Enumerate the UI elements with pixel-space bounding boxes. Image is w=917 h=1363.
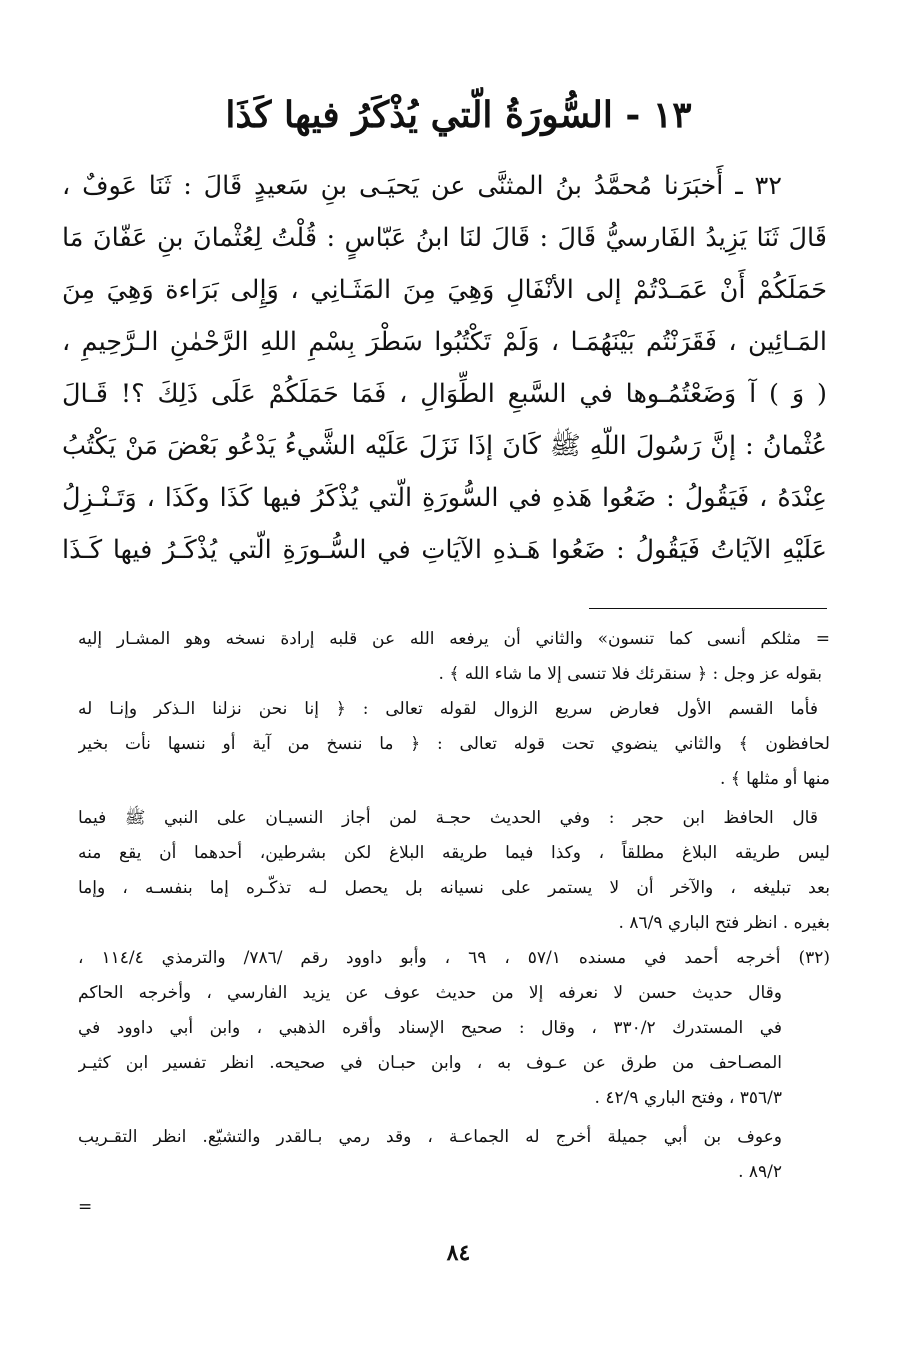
- hadith-text: [62, 160, 827, 576]
- footnote-line: قال الحافظ ابن حجر : وفي الحديث حجـة لمن أجاز النسيـان على النبي ﷺ فيما: [78, 808, 818, 828]
- footnote-line: وقال حديث حسن لا نعرفه إلا من حديث عوف عن يزيد الفارسي ، وأخرجه الحاكم: [78, 983, 782, 1003]
- footnote-separator: [589, 608, 827, 609]
- footnotes: [78, 622, 830, 1225]
- footnote-line: ٣٥٦/٣ ، وفتح الباري ٤٢/٩ .: [594, 1088, 782, 1108]
- footnote-line: ٨٩/٢ .: [738, 1162, 782, 1182]
- footnote-line: بغيره . انظر فتح الباري ٨٦/٩ .: [618, 913, 830, 933]
- text-line: عِنْدَهُ ، فَيَقُولُ : ضَعُوا هَذهِ في السُّورَةِ الّتي يُذْكَرُ فيها كَذَا وكَذَا ، وَتَـنْـزِلُ: [62, 483, 827, 513]
- continuation-marker: =: [78, 1197, 93, 1217]
- footnote-line: = مثلكم أنسى كما تنسون» والثاني أن يرفعه الله عن قلبه إرادة نسخه وهو المشـار إليه: [78, 629, 830, 649]
- page-number: ٨٤: [446, 1240, 471, 1266]
- text-line: ( وَ ) آ وَضَعْتُمُـوها في السَّبعِ الطِّوَالِ ، فَمَا حَمَلَكُمْ عَلَى ذَلِكَ ؟! قَـالَ: [62, 379, 827, 409]
- footnote-line: المصـاحف من طرق عن عـوف به ، وابن حبـان في صحيحه. انظر تفسير ابن كثيـر: [78, 1053, 782, 1073]
- footnote-line: وعوف بن أبي جميلة أخرج له الجماعـة ، وقد رمي بـالقدر والتشيّع. انظر التقـريب: [78, 1127, 782, 1147]
- text-line: عَلَيْهِ الآيَاتُ فَيَقُولُ : ضَعُوا هَـذهِ الآيَاتِ في السُّـورَةِ الّتي يُذْكَـرُ فيها كَـذَا: [62, 535, 827, 565]
- footnote-line: ليس طريقه البلاغ مطلقاً ، وكذا فيما طريقه البلاغ لكن بشرطين، أحدهما أن يقع منه: [78, 843, 830, 863]
- footnote-line: فأما القسم الأول فعارض سريع الزوال لقوله تعالى : ﴿ إنا نحن نزلنا الـذكر وإنـا له: [78, 699, 818, 719]
- footnote-line: في المستدرك ٣٣٠/٢ ، وقال : صحيح الإسناد وأقره الذهبي ، وابن أبي داوود في: [78, 1018, 782, 1038]
- footnote-line: لحافظون ﴾ والثاني ينضوي تحت قوله تعالى : ﴿ ما ننسخ من آية أو ننسها نأت بخير: [78, 734, 830, 754]
- chapter-title: ١٣ - السُّورَةُ الّتي يُذْكَرُ فيها كَذَا: [225, 94, 692, 136]
- footnote-line: بعد تبليغه ، والآخر أن لا يستمر على نسيانه بل يحصل لـه تذكّـره إما بنفسـه ، وإما: [78, 878, 830, 898]
- text-line: قَالَ ثَنَا يَزِيدُ الفَارسيُّ قَالَ : قَالَ لنَا ابنُ عَبّاسٍ : قُلْتُ لِعُثْمانَ بنِ عَفّانَ مَا: [62, 223, 827, 253]
- footnote-line: منها أو مثلها ﴾ .: [719, 769, 830, 789]
- text-line: ٣٢ ـ أَخبَرَنا مُحمَّدُ بنُ المثنَّى عن يَحيَـى بنِ سَعيدٍ قَالَ : ثَنَا عَوفٌ ،: [62, 171, 782, 201]
- text-line: المَـائِين ، فَقَرَنْتُم بَيْنَهُمَـا ، وَلَمْ تَكْتُبُوا سَطْرَ بِسْمِ اللهِ الرَّحْمٰنِ الـرَّحِيمِ ،: [62, 327, 827, 357]
- text-line: حَمَلَكُمْ أَنْ عَمَـدْتُمْ إلى الأنْفَالِ وَهِيَ مِنَ المَثَـانِي ، وَإِلى بَرَاءة وَهِيَ مِنَ: [62, 275, 827, 305]
- text-line: عُثْمانُ : إنَّ رَسُولَ اللّهِ ﷺ كَانَ إذَا نَزَلَ عَلَيْه الشَّيءُ يَدْعُو بَعْضَ مَنْ يَكْتُبُ: [62, 431, 827, 461]
- footnote-line: بقوله عز وجل : ﴿ سنقرئك فلا تنسى إلا ما شاء الله ﴾ .: [438, 664, 822, 684]
- footnote-line: (٣٢) أخرجه أحمد في مسنده ٥٧/١ ، ٦٩ ، وأبو داوود رقم /٧٨٦/ والترمذي ١١٤/٤ ،: [78, 948, 830, 968]
